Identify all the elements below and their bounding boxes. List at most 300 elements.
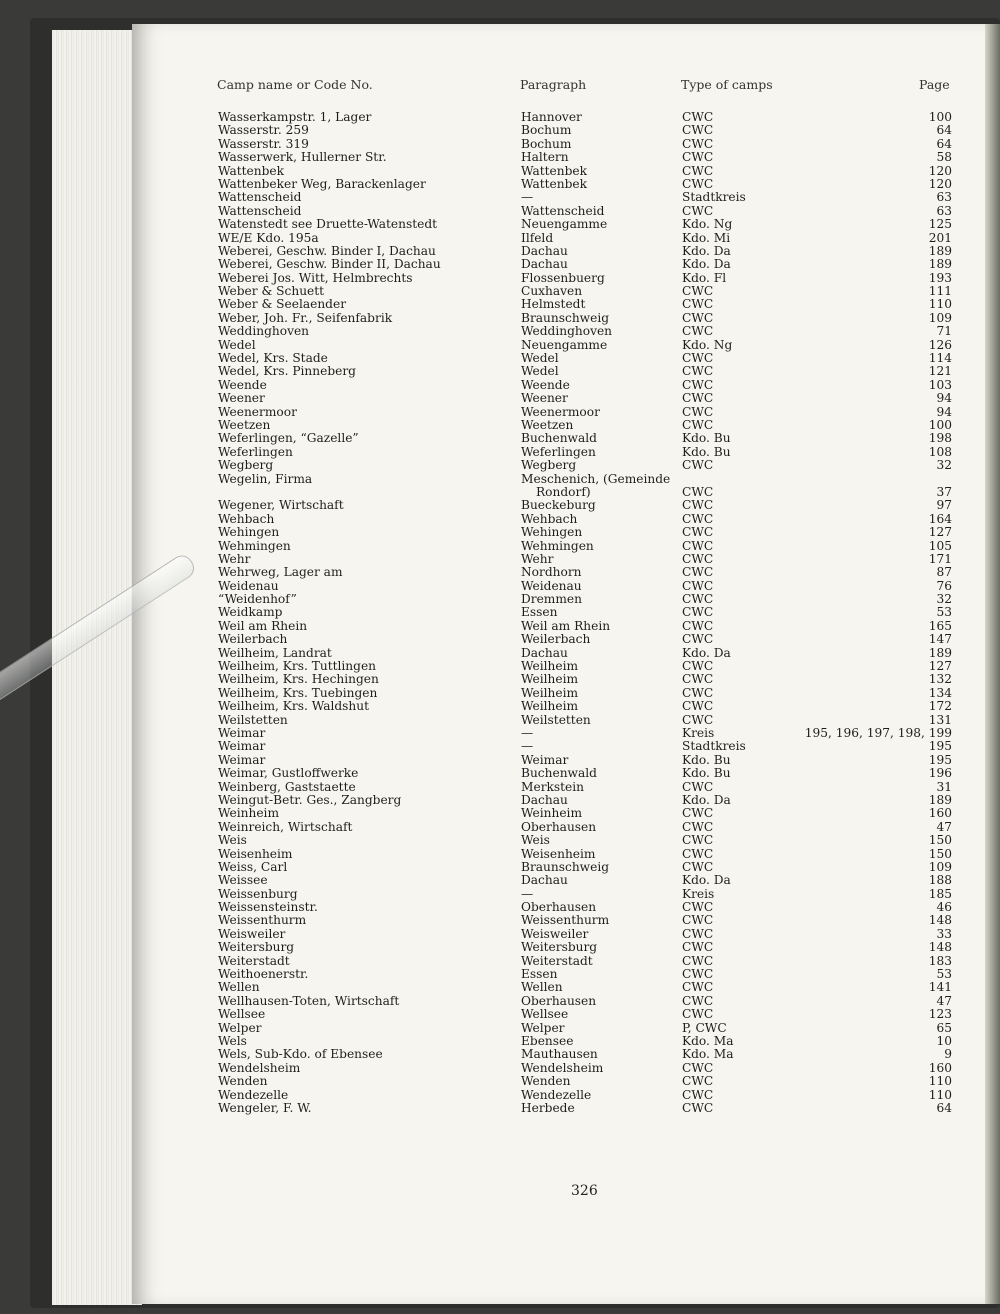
table-row: [216, 580, 952, 593]
camp-name: Weis: [218, 833, 247, 848]
camp-name: Wellsee: [218, 1007, 266, 1022]
table-row: [216, 419, 952, 432]
paragraph-cell: Merkstein: [521, 779, 585, 794]
camp-name: Weenermoor: [218, 404, 297, 419]
camp-name: Wengeler, F. W.: [218, 1100, 312, 1115]
page-ref: 97: [936, 498, 952, 513]
page-ref: 141: [928, 980, 952, 995]
paragraph-cell: Buchenwald: [521, 766, 597, 781]
paragraph-cell: Oberhausen: [521, 819, 597, 834]
camp-type: Kdo. Bu: [682, 766, 731, 781]
page-ref: 127: [928, 659, 952, 674]
table-row: [216, 1035, 952, 1048]
page-ref: 160: [928, 1060, 952, 1075]
camp-type: Kdo. Ma: [682, 1047, 734, 1062]
table-row: [216, 232, 952, 245]
page-ref: 120: [928, 163, 952, 178]
page-ref: 64: [936, 136, 952, 151]
page-ref: 134: [928, 685, 952, 700]
table-row: [216, 593, 952, 606]
camp-type: Kdo. Bu: [682, 444, 731, 459]
camp-type: CWC: [682, 659, 714, 674]
table-row: [216, 928, 952, 941]
table-row: [216, 861, 952, 874]
camp-name: Weilheim, Landrat: [218, 645, 332, 660]
camp-name: Weinberg, Gaststaette: [218, 779, 356, 794]
table-row: [216, 151, 952, 164]
page-ref: 105: [928, 538, 952, 553]
camp-type: Kdo. Bu: [682, 752, 731, 767]
camp-type: CWC: [682, 779, 714, 794]
camp-type: CWC: [682, 404, 714, 419]
table-row: [216, 673, 952, 686]
page-ref: 10: [936, 1033, 952, 1048]
camp-name: Weberei Jos. Witt, Helmbrechts: [218, 270, 413, 285]
table-row: [216, 379, 952, 392]
camp-name: Weimar: [218, 739, 266, 754]
camp-type: CWC: [682, 150, 714, 165]
camp-name: Wehingen: [218, 525, 280, 540]
page-ref: 189: [928, 645, 952, 660]
camp-name: Wendelsheim: [218, 1060, 301, 1075]
table-row: [216, 566, 952, 579]
table-row: [216, 848, 952, 861]
camp-name: Weinheim: [218, 806, 280, 821]
paragraph-cell: Wehr: [521, 551, 554, 566]
paragraph-cell: Weis: [521, 833, 550, 848]
camp-name: Weithoenerstr.: [218, 967, 309, 982]
table-row: [216, 1089, 952, 1102]
camp-name: Weil am Rhein: [218, 618, 308, 633]
camp-type: Kdo. Da: [682, 645, 731, 660]
paragraph-cell: Neuengamme: [521, 217, 608, 232]
paragraph-cell: Weimar: [521, 752, 569, 767]
camp-type: CWC: [682, 618, 714, 633]
paragraph-cell: Wehmingen: [521, 538, 594, 553]
paragraph-cell: Bueckeburg: [521, 498, 596, 513]
page-ref: 198: [928, 431, 952, 446]
table-row: [216, 540, 952, 553]
paragraph-cell: Haltern: [521, 150, 569, 165]
table-row: [216, 218, 952, 231]
paragraph-cell: Weilheim: [521, 659, 579, 674]
paragraph-cell: Welper: [521, 1020, 565, 1035]
paragraph-cell: Weilerbach: [521, 632, 591, 647]
table-row: [216, 406, 952, 419]
camp-name: Weinreich, Wirtschaft: [218, 819, 353, 834]
camp-type: Kdo. Ng: [682, 217, 733, 232]
page-ref: 100: [928, 417, 952, 432]
camp-name: Weetzen: [218, 417, 271, 432]
table-row: [216, 513, 952, 526]
table-row: [216, 687, 952, 700]
camp-type: CWC: [682, 672, 714, 687]
camp-type: CWC: [682, 1087, 714, 1102]
camp-type: CWC: [682, 351, 714, 366]
page-ref: 47: [936, 819, 952, 834]
paragraph-cell: Hannover: [521, 110, 582, 124]
page-number: 326: [571, 1183, 598, 1199]
paragraph-cell: Weener: [521, 391, 568, 406]
camp-type: CWC: [682, 136, 714, 151]
camp-name: Weilerbach: [218, 632, 288, 647]
camp-name: Weferlingen: [218, 444, 293, 459]
paragraph-cell: Cuxhaven: [521, 284, 583, 299]
camp-name: Wegelin, Firma: [218, 471, 313, 486]
table-row: [216, 647, 952, 660]
camp-type: CWC: [682, 605, 714, 620]
table-row: [216, 955, 952, 968]
table-row: [216, 995, 952, 1008]
camp-type: CWC: [682, 1007, 714, 1022]
page-ref: 193: [928, 270, 952, 285]
page-ref: 103: [928, 377, 952, 392]
paragraph-cell: Weissenthurm: [521, 913, 610, 928]
paragraph-cell: Herbede: [521, 1100, 575, 1115]
camp-type: CWC: [682, 525, 714, 540]
camp-name: Wasserstr. 319: [218, 136, 309, 151]
camp-type: CWC: [682, 699, 714, 714]
page-ref: 53: [936, 605, 952, 620]
camp-type: CWC: [682, 417, 714, 432]
paragraph-cell: Wellsee: [521, 1007, 569, 1022]
page-ref: 31: [936, 779, 952, 794]
page-ref: 147: [928, 632, 952, 647]
page-ref: 37: [936, 484, 952, 499]
camp-name: Wattenscheid: [218, 203, 302, 218]
camp-name: Weferlingen, “Gazelle”: [218, 431, 359, 446]
camp-type: CWC: [682, 940, 714, 955]
paragraph-cell: Weilheim: [521, 685, 579, 700]
camp-name: Weingut-Betr. Ges., Zangberg: [218, 792, 402, 807]
table-row: [216, 620, 952, 633]
page-ref: 165: [928, 618, 952, 633]
page-ref: 172: [928, 699, 952, 714]
paragraph-cell: Wattenbek: [521, 176, 587, 191]
page-ref: 71: [936, 324, 952, 339]
table-row: [216, 312, 952, 325]
table-row: [216, 245, 952, 258]
paragraph-cell: Weilstetten: [521, 712, 591, 727]
camp-name: Weimar, Gustloffwerke: [218, 766, 359, 781]
page-ref: 132: [928, 672, 952, 687]
paragraph-cell: Wattenbek: [521, 163, 587, 178]
paragraph-cell: Ilfeld: [521, 230, 554, 245]
paragraph-cell: Weinheim: [521, 806, 583, 821]
camp-type: P, CWC: [682, 1020, 727, 1035]
camp-name: Wehmingen: [218, 538, 291, 553]
header-camp-name: Camp name or Code No.: [217, 77, 373, 92]
camp-name: Weissee: [218, 873, 268, 888]
camp-type: CWC: [682, 110, 714, 124]
table-row: [216, 968, 952, 981]
paragraph-cell: —: [521, 886, 534, 901]
page-edges: [52, 30, 142, 1305]
camp-name: Weimar: [218, 752, 266, 767]
paragraph-cell: Weidenau: [521, 578, 582, 593]
page-ref: 108: [928, 444, 952, 459]
paragraph-line2: Rondorf): [536, 484, 591, 499]
page-ref: 47: [936, 993, 952, 1008]
table-row: [216, 1075, 952, 1088]
table-row: [216, 339, 952, 352]
page-ref: 195: [928, 752, 952, 767]
table-row: [216, 352, 952, 365]
paragraph-cell: Dachau: [521, 873, 568, 888]
camp-type: CWC: [682, 364, 714, 379]
paragraph-cell: Ebensee: [521, 1033, 574, 1048]
page-ref: 46: [936, 900, 952, 915]
camp-name: Wehr: [218, 551, 251, 566]
page-ref: 110: [928, 297, 952, 312]
camp-type: Kdo. Da: [682, 243, 731, 258]
table-row: [216, 821, 952, 834]
camp-type: CWC: [682, 511, 714, 526]
camp-name: Wegberg: [218, 458, 274, 473]
camp-name: Weber & Schuett: [218, 284, 325, 299]
paragraph-cell: Weisweiler: [521, 926, 589, 941]
table-row: [216, 767, 952, 780]
camp-name: Weilheim, Krs. Tuebingen: [218, 685, 378, 700]
camp-type: CWC: [682, 310, 714, 325]
paragraph-cell: Braunschweig: [521, 859, 610, 874]
table-row: [216, 914, 952, 927]
camp-name: Weisweiler: [218, 926, 286, 941]
paragraph-cell: Wedel: [521, 364, 559, 379]
table-row: [216, 205, 952, 218]
camp-type: CWC: [682, 163, 714, 178]
page-ref: 189: [928, 257, 952, 272]
camp-type: CWC: [682, 953, 714, 968]
paragraph-cell: Weiterstadt: [521, 953, 593, 968]
page-ref: 125: [928, 217, 952, 232]
page-ref: 110: [928, 1074, 952, 1089]
camp-name: Weilstetten: [218, 712, 288, 727]
paragraph-cell: Nordhorn: [521, 565, 582, 580]
camp-name: Wasserstr. 259: [218, 123, 309, 138]
table-row: [216, 1022, 952, 1035]
table-row: [216, 660, 952, 673]
paragraph-cell: Weil am Rhein: [521, 618, 611, 633]
camp-type: Kdo. Da: [682, 792, 731, 807]
camp-type: CWC: [682, 1074, 714, 1089]
paragraph-cell: Weenermoor: [521, 404, 600, 419]
camp-name: Weissenburg: [218, 886, 298, 901]
camp-name: Wehrweg, Lager am: [218, 565, 343, 580]
camp-type: Stadtkreis: [682, 739, 746, 754]
paragraph-cell: Wendelsheim: [521, 1060, 604, 1075]
paragraph-cell: Bochum: [521, 136, 572, 151]
table-row: [216, 124, 952, 137]
camp-name: Wedel: [218, 337, 256, 352]
page-ref: 164: [928, 511, 952, 526]
paragraph-cell: Helmstedt: [521, 297, 586, 312]
paragraph-cell: Weferlingen: [521, 444, 596, 459]
page-ref: 195: [928, 739, 952, 754]
page-ref: 126: [928, 337, 952, 352]
camp-name: Wattenbeker Weg, Barackenlager: [218, 176, 426, 191]
camp-type: CWC: [682, 324, 714, 339]
page-ref: 188: [928, 873, 952, 888]
table-row: [216, 606, 952, 619]
page-ref: 76: [936, 578, 952, 593]
page-ref: 148: [928, 913, 952, 928]
camp-name: Weilheim, Krs. Hechingen: [218, 672, 379, 687]
page-ref: 64: [936, 1100, 952, 1115]
camp-type: CWC: [682, 498, 714, 513]
camp-name: Weilheim, Krs. Waldshut: [218, 699, 370, 714]
paragraph-cell: Essen: [521, 967, 558, 982]
page-ref: 63: [936, 203, 952, 218]
camp-type: Kreis: [682, 886, 715, 901]
camp-name: Wedel, Krs. Pinneberg: [218, 364, 356, 379]
page-ref: 9: [944, 1047, 952, 1062]
camp-name: Weidenau: [218, 578, 279, 593]
table-row: [216, 325, 952, 338]
paragraph-cell: Bochum: [521, 123, 572, 138]
paragraph-cell: Weende: [521, 377, 570, 392]
paragraph-cell: Neuengamme: [521, 337, 608, 352]
paragraph-cell: Buchenwald: [521, 431, 597, 446]
camp-type: Kdo. Ma: [682, 1033, 734, 1048]
camp-type: Kdo. Fl: [682, 270, 727, 285]
table-row: [216, 191, 952, 204]
paragraph-cell: Oberhausen: [521, 993, 597, 1008]
page-ref: 120: [928, 176, 952, 191]
paragraph-cell: Weilheim: [521, 672, 579, 687]
paragraph-cell: Weilheim: [521, 699, 579, 714]
camp-type: CWC: [682, 859, 714, 874]
table-row: [216, 941, 952, 954]
camp-name: Wenden: [218, 1074, 268, 1089]
paragraph-cell: —: [521, 725, 534, 740]
camp-type: CWC: [682, 592, 714, 607]
camp-type: CWC: [682, 1060, 714, 1075]
camp-type: Stadtkreis: [682, 190, 746, 205]
table-row: [216, 432, 952, 445]
page-ref: 94: [936, 404, 952, 419]
page-ref: 150: [928, 846, 952, 861]
camp-name: Welper: [218, 1020, 262, 1035]
paragraph-cell: Mauthausen: [521, 1047, 598, 1062]
camp-name: Wattenscheid: [218, 190, 302, 205]
paragraph-cell: Wenden: [521, 1074, 571, 1089]
page-ref: 150: [928, 833, 952, 848]
paragraph-cell: Wattenscheid: [521, 203, 605, 218]
camp-type: Kdo. Ng: [682, 337, 733, 352]
paragraph-cell: Weitersburg: [521, 940, 598, 955]
table-row: [216, 981, 952, 994]
paragraph-cell: —: [521, 190, 534, 205]
camp-type: Kdo. Bu: [682, 431, 731, 446]
camp-name: Weddinghoven: [218, 324, 310, 339]
page-ref: 131: [928, 712, 952, 727]
table-row: [216, 446, 952, 459]
header-paragraph: Paragraph: [520, 77, 587, 92]
page-ref: 171: [928, 551, 952, 566]
camp-name: Weende: [218, 377, 267, 392]
facing-page-edge: [985, 24, 1000, 1304]
table-row: [216, 392, 952, 405]
page-ref: 65: [936, 1020, 952, 1035]
camp-name: WE/E Kdo. 195a: [218, 230, 319, 245]
camp-name: Wehbach: [218, 511, 275, 526]
paragraph-cell: —: [521, 739, 534, 754]
page-ref: 121: [928, 364, 952, 379]
page-ref: 127: [928, 525, 952, 540]
page-ref: 109: [928, 859, 952, 874]
camp-type: CWC: [682, 203, 714, 218]
table-row: [216, 1062, 952, 1075]
header-page: Page: [919, 77, 950, 92]
camp-name: Weber & Seelaender: [218, 297, 347, 312]
camp-type: CWC: [682, 980, 714, 995]
table-row: [216, 178, 952, 191]
camp-name: Wendezelle: [218, 1087, 289, 1102]
camp-type: CWC: [682, 846, 714, 861]
camp-name: Weberei, Geschw. Binder I, Dachau: [218, 243, 436, 258]
table-row: [216, 633, 952, 646]
camp-name: Weisenheim: [218, 846, 293, 861]
camp-type: CWC: [682, 819, 714, 834]
table-row: [216, 365, 952, 378]
camp-name: Weilheim, Krs. Tuttlingen: [218, 659, 377, 674]
camp-type: CWC: [682, 712, 714, 727]
page-ref: 32: [936, 592, 952, 607]
camp-type: CWC: [682, 685, 714, 700]
table-row: [216, 740, 952, 753]
page-ref: 189: [928, 243, 952, 258]
paragraph-cell: [521, 473, 670, 500]
page-ref: 189: [928, 792, 952, 807]
page-ref: 160: [928, 806, 952, 821]
page-ref: 87: [936, 565, 952, 580]
camp-type: CWC: [682, 484, 714, 499]
page-ref: 148: [928, 940, 952, 955]
table-row: [216, 714, 952, 727]
paragraph-cell: Wellen: [521, 980, 563, 995]
paragraph-cell: Weetzen: [521, 417, 574, 432]
camp-type: Kreis: [682, 725, 715, 740]
camp-name: Weidkamp: [218, 605, 283, 620]
camp-name: Wasserkampstr. 1, Lager: [218, 110, 372, 124]
camp-name: Weber, Joh. Fr., Seifenfabrik: [218, 310, 393, 325]
camp-type: CWC: [682, 900, 714, 915]
table-row: [216, 138, 952, 151]
camp-type: CWC: [682, 993, 714, 1008]
camp-name: Weener: [218, 391, 265, 406]
camp-type: Kdo. Da: [682, 873, 731, 888]
table-row: [216, 165, 952, 178]
paragraph-cell: Wegberg: [521, 458, 577, 473]
camp-name: Watenstedt see Druette-Watenstedt: [218, 217, 438, 232]
index-table: [216, 111, 952, 1115]
table-row: [216, 754, 952, 767]
table-row: [216, 526, 952, 539]
paragraph-cell: Dachau: [521, 257, 568, 272]
table-row: [216, 834, 952, 847]
camp-name: Weimar: [218, 725, 266, 740]
table-row: [216, 727, 952, 740]
page-ref: 58: [936, 150, 952, 165]
page-ref: 94: [936, 391, 952, 406]
page-ref: 185: [928, 886, 952, 901]
camp-type: CWC: [682, 377, 714, 392]
table-row: [216, 794, 952, 807]
table-row: [216, 473, 952, 500]
page-ref: 110: [928, 1087, 952, 1102]
camp-type: CWC: [682, 297, 714, 312]
